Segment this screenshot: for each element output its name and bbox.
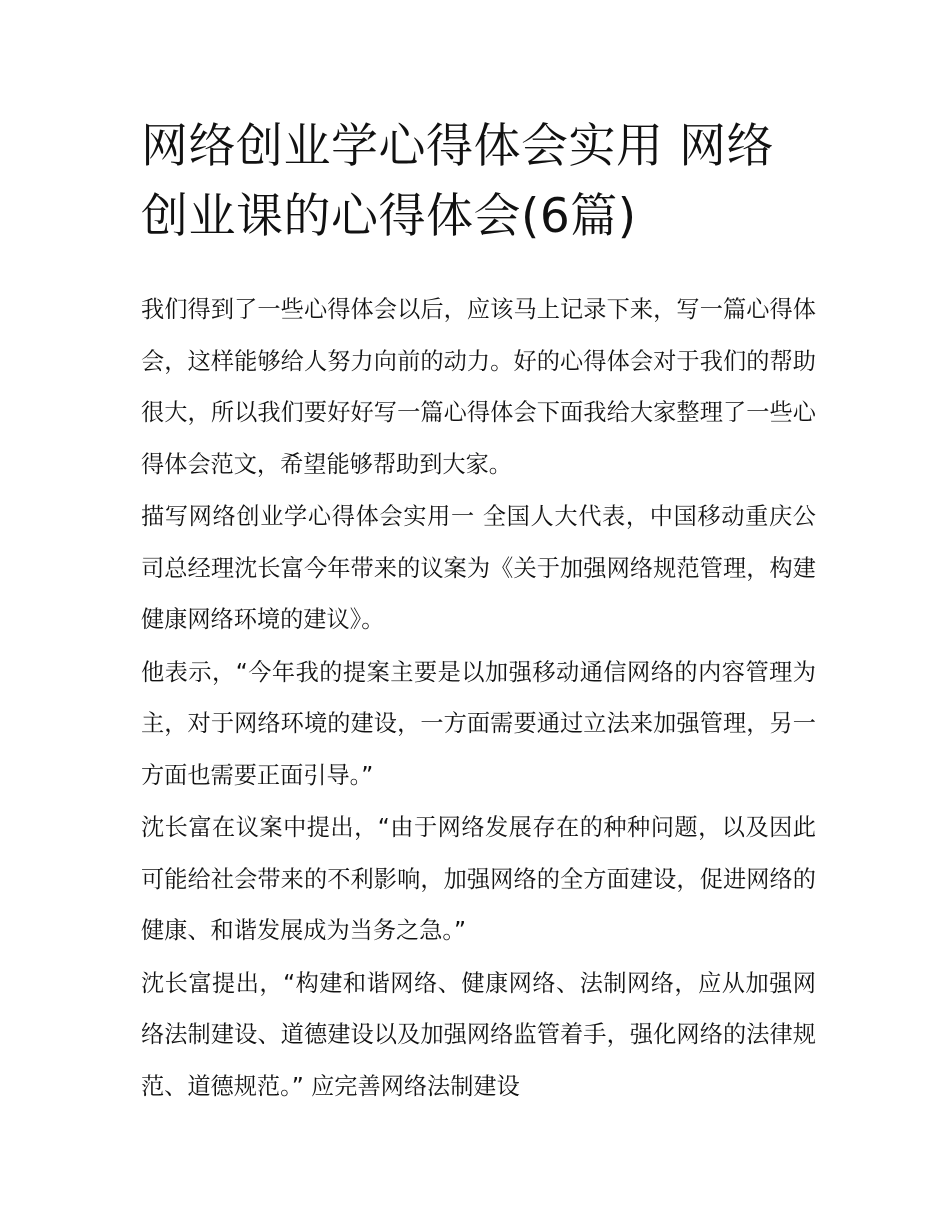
document-content [141,112,816,1113]
paragraph-2: 他表示，“今年我的提案主要是以加强移动通信网络的内容管理为主，对于网络环境的建设，一方面需要通过立法来加强管理，另一方面也需要正面引导。” [141,658,816,789]
paragraph-4: 沈长富提出，“构建和谐网络、健康网络、法制网络，应从加强网络法制建设、道德建设以及加强网络监管着手，强化网络的法律规范、道德规范。” 应完善网络法制建设 [141,969,816,1100]
document-title: 网络创业学心得体会实用 网络创业课的心得体会(6篇) [141,119,774,244]
paragraph-3: 沈长富在议案中提出，“由于网络发展存在的种种问题，以及因此可能给社会带来的不利影响，加强网络的全方面建设，促进网络的健康、和谐发展成为当务之急。” [141,814,816,944]
paragraph-intro: 我们得到了一些心得体会以后，应该马上记录下来，写一篇心得体会，这样能够给人努力向前的动力。好的心得体会对于我们的帮助很大，所以我们要好好写一篇心得体会下面我给大家整理了一些心得体会范文，希望能够帮助到大家。 [141,296,816,478]
paragraph-1: 描写网络创业学心得体会实用一 全国人大代表，中国移动重庆公司总经理沈长富今年带来的议案为《关于加强网络规范管理，构建健康网络环境的建议》。 [141,503,816,633]
document-body [141,284,816,1112]
